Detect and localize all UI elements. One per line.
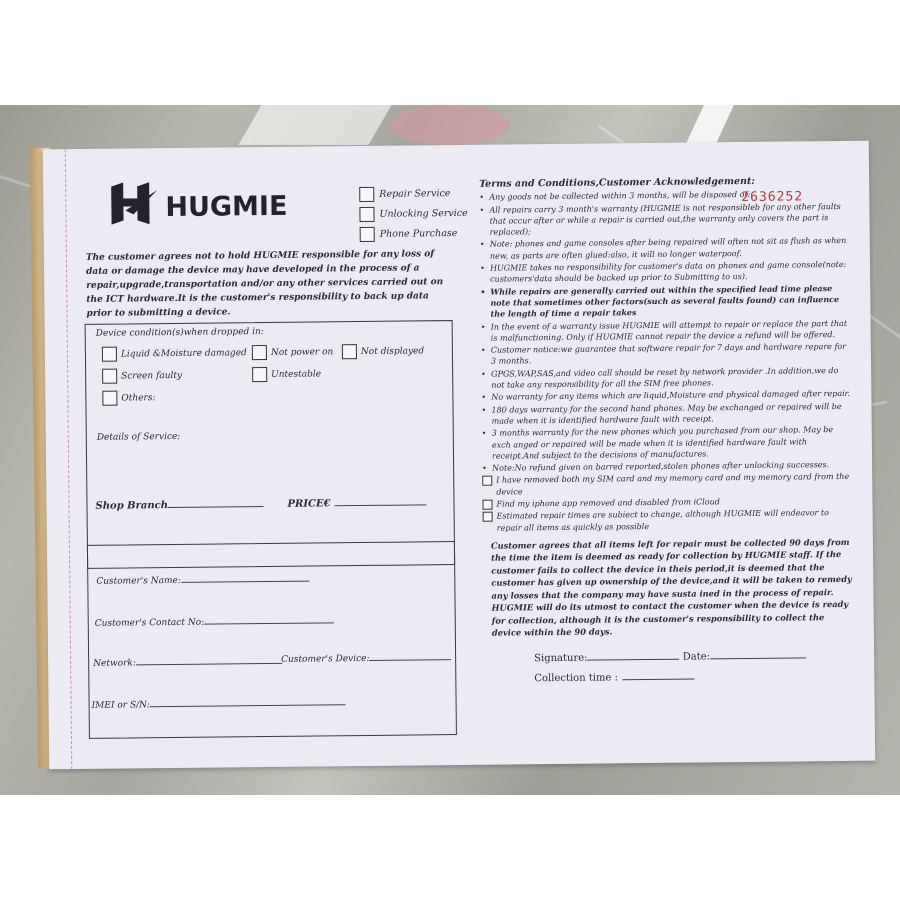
terms-item: • All repairs carry 3 month's warranty (HUGMIE is not responsibleb for any other faults that occur after or while a repair is carried out,the warranty only covers the part is replaced); (479, 200, 851, 238)
condition-no-power[interactable]: Not power on (252, 344, 334, 360)
service-option-unlocking[interactable]: Unlocking Service (359, 203, 467, 224)
ack-check-repair-times[interactable]: Estimated repair times are subiect to change, although HUGMIE will endeavor to repair all items as quickly as possible (483, 507, 855, 533)
checkbox[interactable] (252, 345, 267, 360)
terms-item: • Note:No refund given on barred reported,stolen phones after unlocking successes. (482, 459, 854, 474)
device-condition-box (85, 320, 456, 569)
checkbox[interactable] (252, 367, 267, 382)
condition-screen-faulty[interactable]: Screen faulty (102, 368, 182, 384)
service-options (359, 183, 468, 244)
terms-item: • Customer notice:we guarantee that software repair for 7 days and hardware repare for 3 months. (481, 341, 853, 367)
brand-name: HUGMIE (165, 190, 288, 224)
terms-item: • 180 days warranty for the second hand phones. May be exchanged or repaired will be made when it is identified hardware fault with receipt. (481, 401, 853, 427)
condition-untestable[interactable]: Untestable (252, 366, 321, 382)
checkbox[interactable] (483, 512, 493, 522)
signature-block (484, 646, 856, 690)
customer-contact-field[interactable]: Customer's Contact No: (95, 613, 335, 629)
terms-item: • Note: phones and game consoles after being repaired will often not sit as flush as when new, as parts are often glued:also, it will no longer waterpoof. (480, 235, 852, 261)
terms-item: • While repairs are generally carried out within the specified lead time please note that sometimes other factors(such as several faults found) can influence the length of time a repair takes (480, 283, 852, 321)
checkbox[interactable] (102, 391, 117, 406)
hugmie-logo (109, 179, 309, 227)
terms-item: • HUGMIE takes no responsibility for customer's data on phones and game console(note: customers'data should be backed up prior to Submitting to us). (480, 259, 852, 285)
checkbox[interactable] (482, 500, 492, 510)
details-of-service-label: Details of Service: (96, 431, 181, 443)
terms-item: • Any goods not be collected within 3 months, will be disposed of: (479, 188, 851, 203)
perforation-line (65, 149, 72, 769)
checkbox[interactable] (342, 344, 357, 359)
customer-info-box (87, 541, 457, 739)
terms-item: • GPGS,WAP,SAS,and video call should be reset by network provider .In addition,we do not take any responsibility for all the SIM free phones. (481, 365, 853, 391)
terms-item: • 3 months warranty for the new phones which you purchased from our shop. May be exch anged or repaired will be made when it is identified hardware fault with receipt.And subject to the decisions of manufactures. (482, 424, 854, 462)
customer-device-field[interactable]: Customer's Device: (281, 650, 451, 665)
repair-form-sheet (43, 141, 875, 770)
serial-number: 2636252 (741, 189, 804, 206)
collection-agreement: Customer agrees that all items left for repair must be collected 90 days from the time the item is deemed as ready for collection by HUGMIE staff. If the customer fails to collect the device in theis period,it is deemed that the customer has given up ownership of the device,and it will be taken to remedy any losses that the company may have susta ined in the process of repair. HUGMIE will do its utmost to contact the customer when the device is ready for collection, although it is the customer's responsibility to collect the device within the 90 days. (490, 536, 852, 639)
date-field[interactable]: Date: (683, 650, 806, 662)
collection-time-field[interactable]: Collection time : (534, 666, 856, 689)
checkbox[interactable] (360, 226, 375, 241)
network-field[interactable]: Network: (93, 654, 282, 669)
condition-others[interactable]: Others: (102, 390, 155, 406)
terms-item: • In the event of a warranty issue HUGMIE will attempt to repair or replace the part that is malfunctioning. Only if HUGMIE cannot repair the device a refund will be offered. (481, 317, 853, 343)
device-condition-heading: Device condition(s)when dropped in: (95, 327, 264, 339)
customer-name-field[interactable]: Customer's Name: (96, 572, 309, 587)
ack-check-find-my-iphone[interactable]: Find my iphone app removed and disabled from iCloud (482, 495, 854, 510)
ack-check-sim-removed[interactable]: I have removed both my SIM card and my memory card and my memory card from the device (482, 471, 854, 497)
checkbox[interactable] (359, 186, 374, 201)
service-option-purchase[interactable]: Phone Purchase (360, 223, 468, 244)
shop-branch-field[interactable]: Shop Branch (95, 497, 264, 512)
signature-field[interactable]: Signature: (534, 652, 679, 665)
checkbox[interactable] (102, 347, 117, 362)
condition-liquid[interactable]: Liquid &Moisture damaged (102, 345, 247, 362)
price-field[interactable]: PRICE€ (287, 495, 426, 509)
imei-field[interactable]: IMEI or S/N: (92, 695, 346, 711)
service-option-repair[interactable]: Repair Service (359, 183, 467, 204)
terms-section (479, 175, 856, 690)
checkbox[interactable] (102, 369, 117, 384)
terms-title: Terms and Conditions,Customer Acknowledgement: (479, 175, 755, 190)
checkbox[interactable] (482, 476, 492, 486)
condition-no-display[interactable]: Not displayed (342, 343, 424, 359)
checkbox[interactable] (359, 206, 374, 221)
liability-statement: The customer agrees not to hold HUGMIE responsible for any loss of data or damage the device may have developed in the process of a repair,upgrade,transportation and/or any other services carried out on the ICT hardware.It is the customer's responsibility to back up data prior to submitting a device. (85, 249, 444, 319)
terms-item: • No warranty for any items which are liquid,Moisture and physical damaged after repair. (481, 388, 853, 403)
